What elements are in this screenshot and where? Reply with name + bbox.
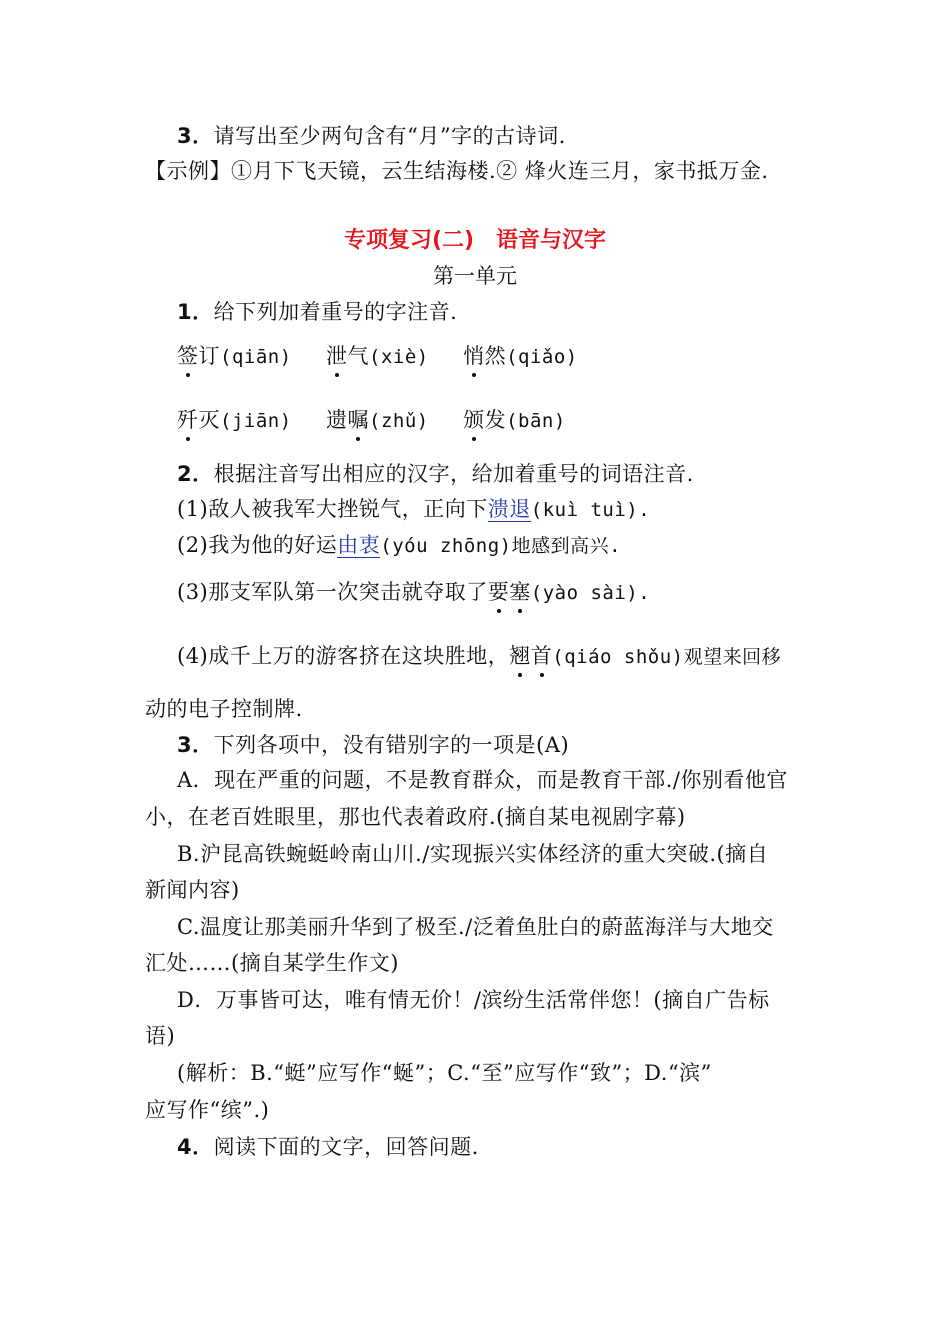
example-answer: 【示例】①月下飞天镜，云生结海楼.② 烽火连三月，家书抵万金. [145,159,769,183]
option-a-line-1: A．现在严重的问题，不是教育群众，而是教育干部./你别看他官 [177,768,788,792]
dotted-char: 签 [177,344,199,368]
section-title: 专项复习(二) 语音与汉字 [343,228,607,253]
filled-answer: 溃退 [487,497,531,521]
option-d-line-1: D．万事皆可达，唯有情无价！/滨纷生活常伴您！(摘自广告标 [177,988,770,1012]
dotted-char: 要 [487,580,510,604]
unit-heading: 第一单元 [433,264,517,288]
q2-sentence-3: (3)那支军队第一次突击就夺取了要塞(yào sài). [177,580,651,604]
question-number: 3． [177,124,214,148]
question-number: 4． [177,1135,214,1159]
analysis-line-1: (解析：B.“蜓”应写作“蜒”；C.“至”应写作“致”；D.“滨” [177,1061,712,1085]
pinyin: (qiǎo) [506,346,578,368]
pinyin: (zhǔ) [369,410,429,432]
option-d-line-2: 语) [145,1024,176,1048]
word-item: 签订(qiān) [177,344,292,368]
option-b-line-1: B.沪昆高铁蜿蜓岭南山川./实现振兴实体经济的重大突破.(摘自 [177,842,769,866]
analysis-line-2: 应写作“缤”.) [145,1098,270,1122]
word-item: 悄然(qiǎo) [463,344,578,368]
dotted-char: 塞 [509,580,531,604]
word-item: 歼灭(jiān) [177,408,292,432]
option-c-line-2: 汇处……(摘自某学生作文) [145,951,399,975]
q2-sentence-4-cont: 动的电子控制牌. [145,697,303,721]
dotted-char: 悄 [463,344,485,368]
question-text: 阅读下面的文字，回答问题. [213,1135,479,1159]
pinyin: (jiān) [220,410,292,432]
dotted-char: 泄 [326,344,348,368]
dotted-char: 歼 [177,408,199,432]
word-item: 遗嘱(zhǔ) [326,408,429,432]
question-number: 2． [177,462,214,486]
word-item: 泄气(xiè) [326,344,429,368]
q2-sentence-4: (4)成千上万的游客挤在这块胜地，翘首(qiáo shǒu)观望来回移 [177,644,782,668]
q3b-line [177,731,569,759]
pinyin: (xiè) [369,346,429,368]
filled-answer: 由衷 [337,533,381,557]
option-a-line-2: 小，在老百姓眼里，那也代表着政府.(摘自某电视剧字幕) [145,805,686,829]
q2-line [177,460,694,488]
q3-line [177,122,566,150]
q1-row-2 [177,406,566,435]
option-c-line-1: C.温度让那美丽升华到了极至./泛着鱼肚白的蔚蓝海洋与大地交 [177,915,774,939]
word-item: 颁发(bān) [463,408,566,432]
pinyin: (qiān) [220,346,292,368]
question-number: 1． [177,300,214,324]
dotted-char: 首 [530,644,553,668]
q2-sentence-1: (1)敌人被我军大挫锐气，正向下溃退(kuì tuì). [177,497,651,521]
dotted-char: 嘱 [347,408,370,432]
option-b-line-2: 新闻内容) [145,878,240,902]
q1-row-1 [177,342,578,371]
q1-line [177,298,457,326]
q4-line [177,1133,479,1161]
question-text: 根据注音写出相应的汉字，给加着重号的词语注音. [213,462,694,486]
dotted-char: 翘 [509,644,531,668]
question-text: 下列各项中，没有错别字的一项是(A) [213,733,570,757]
dotted-char: 颁 [463,408,485,432]
question-text: 请写出至少两句含有“月”字的古诗词. [213,124,566,148]
question-number: 3． [177,733,214,757]
q2-sentence-2: (2)我为他的好运由衷(yóu zhōng)地感到高兴. [177,533,622,557]
pinyin: (bān) [506,410,566,432]
question-text: 给下列加着重号的字注音. [213,300,458,324]
